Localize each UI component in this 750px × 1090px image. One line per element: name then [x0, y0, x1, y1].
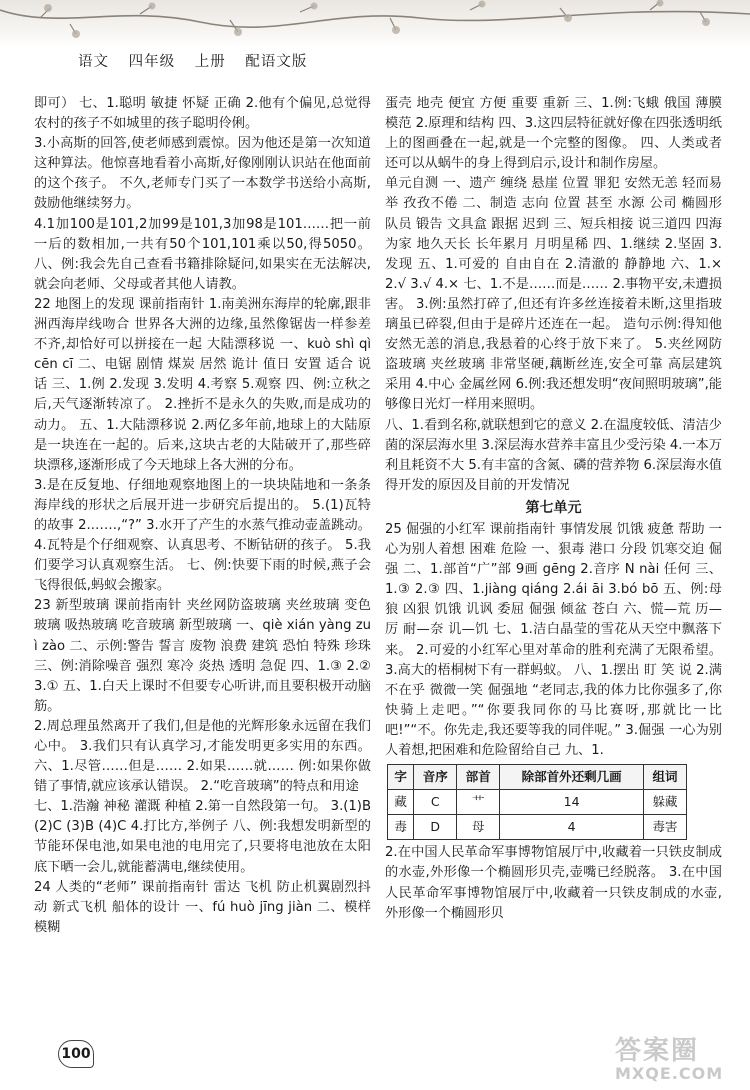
watermark — [615, 1038, 747, 1088]
lesson-25-answers: 25 倔强的小红军 课前指南针 事情发展 饥饿 疲惫 帮助 一心为别人着想 困难 危险 一、狠毒 港口 分段 饥寒交迫 倔强 二、1.部首“广”部 9画 gēng 2.音序 N nài 任何 三、1.③ 2.③ 四、1.jiàng qiáng 2.ái āi 3.bó bō 五、例:母狼 凶狠 饥饿 讥讽 委屈 倔强 倾盆 苍白 六、慌—荒 历—厉 耐—奈 讥—饥 七、1.洁白晶莹的雪花从天空中飘落下来。 2.可爱的小红军心里对革命的胜利充满了无限希望。 3.高大的梧桐树下有一群蚂蚁。 八、1.摆出 盯 笑 说 2.满不在乎 微微一笑 倔强地 “老同志,我的体力比你强多了,你快骑上走吧。”“你要我同你的马比赛呀,那就比一比吧!”“不。你先走,我还要等我的同伴呢。” 3.倔强 一心为别人着想,把困难和危险留给自己 九、1. — [385, 521, 722, 758]
table-cell: 毒 — [388, 815, 414, 840]
volume-label: 上册 — [194, 54, 226, 70]
answer-paragraph: 3.小高斯的回答,使老师感到震惊。因为他还是第一次知道这种算法。他惊喜地看着小高斯,好像刚刚认识站在他面前的这个孩子。 不久,老师专门买了一本数学书送给小高斯,鼓励他继续努力。 — [34, 136, 371, 212]
lesson-24-answers: 24 人类的“老师” 课前指南针 雷达 飞机 防止机翼剧烈抖动 新式飞机 船体的设计 一、fú huò jīng jiàn 二、模样 模糊 — [34, 879, 371, 935]
table-header-cell: 部首 — [457, 765, 500, 790]
table-header-cell: 组词 — [643, 765, 686, 790]
page-number-label: 100 — [61, 1046, 91, 1062]
table-cell: 母 — [457, 815, 500, 840]
answer-paragraph: 七、1.浩瀚 神秘 灌溉 种植 2.第一自然段第一句。 3.(1)B (2)C (3)B (4)C 4.打比方,举例子 八、例:我想发明新型的节能环保电池,如果电池的电用完了,只要将电池放在太阳底下晒一会儿,就能蓄满电,继续使用。 — [34, 799, 371, 875]
watermark-url: MXQE.COM — [615, 1064, 724, 1083]
answer-paragraph: 2.在中国人民革命军事博物馆展厅中,收藏着一只铁皮制成的水壶,外形像一个椭圆形贝壳,壶嘴已经脱落。 3.在中国人民革命军事博物馆展厅中,收藏着一只铁皮制成的水壶,外形像一个椭圆形贝 — [385, 845, 722, 921]
table-header-row — [388, 765, 687, 790]
header-decoration — [0, 0, 750, 48]
unit-test-answers: 单元自测 一、遗产 缠绕 悬崖 位置 罪犯 安然无恙 轻而易举 孜孜不倦 二、制造 志向 位置 甚至 水源 公司 椭圆形 队员 锻告 文具盒 跟据 迟到 三、短兵相接 说三道四 四海为家 地久天长 长年累月 月明星稀 四、1.继续 2.坚固 3.发现 五、1.可爱的 自由自在 2.清澈的 静静地 六、1.× 2.√ 3.√ 4.× 七、1.不是……而是…… 2.事物平安,未遭损害。 3.例:虽然打碎了,但还有许多丝连接着未断,这里指玻璃虽已碎裂,但由于是碎片还连在一起。 造句示例:得知他安然无恙的消息,我悬着的心终于放下来了。 5.夹丝网防盗玻璃 夹丝玻璃 非常坚硬,藕断丝连,安全可靠 高层建筑采用 4.中心 金属丝网 6.例:我还想发明“夜间照明玻璃”,能够像日光灯一样用来照明。 — [385, 176, 722, 413]
lesson-23-answers: 23 新型玻璃 课前指南针 夹丝网防盗玻璃 夹丝玻璃 变色玻璃 吸热玻璃 吃音玻璃 新型玻璃 一、qiè xián yàng zuì zào 二、示例:警告 誓言 废物 浪费 建筑 恐怕 特殊 珍珠 三、例:消除噪音 强烈 寒冷 炎热 透明 急促 四、1.③ 2.② 3.① 五、1.白天上课时不但要专心听讲,而且要积极开动脑筋。 — [34, 598, 371, 714]
page-number — [58, 1040, 94, 1068]
table-cell: 4 — [500, 815, 644, 840]
edition-label: 配语文版 — [245, 54, 308, 70]
table-cell: 毒害 — [643, 815, 686, 840]
table-header-cell: 除部首外还剩几画 — [500, 765, 644, 790]
answer-paragraph: 蛋壳 地壳 便宜 方便 重要 重新 三、1.例:飞蛾 俄国 薄膜 模范 2.原理和结构 四、3.这四层特征就好像在四张透明纸上的图画叠在一起,就是一个完整的图像。 四、人类或者还可以从蜗牛的身上得到启示,设计和制作房屋。 — [385, 96, 722, 172]
unit-title: 第七单元 — [525, 499, 582, 516]
table-header-cell: 音序 — [414, 765, 457, 790]
answer-paragraph: 4.1加100是101,2加99是101,3加98是101……把一前一后的数相加,一共有50个101,101乘以50,得5050。 八、例:我会先自己查看书籍排除疑问,如果实在无法解决,就会向老师、父母或者其他人请教。 — [34, 216, 371, 292]
page-header — [78, 50, 321, 71]
right-column — [385, 94, 722, 924]
table-cell: 14 — [500, 790, 644, 815]
left-column — [34, 94, 371, 938]
answer-paragraph: 八、1.看到名称,就联想到它的意义 2.在温度较低、清洁少菌的深层海水里 3.深层海水营养丰富且少受污染 4.一本万利且耗资不大 5.有丰富的含氮、磷的营养物 6.深层海水值得开发的原因及目前的开发情况 — [385, 417, 722, 493]
table-cell: D — [414, 815, 457, 840]
subject-label: 语文 — [78, 54, 109, 70]
answer-paragraph: 即可） 七、1.聪明 敏捷 怀疑 正确 2.他有个偏见,总觉得农村的孩子不如城里的孩子聪明伶俐。 — [34, 96, 371, 132]
character-table — [387, 764, 687, 840]
branch-decoration-icon — [0, 0, 750, 48]
answer-paragraph: 3.是在反复地、仔细地观察地图上的一块块陆地和一条条海岸线的形状之后展开进一步研究后提出的。 5.(1)瓦特的故事 2.……,“?” 3.水开了产生的水蒸气推动壶盖跳动。 4.瓦特是个仔细观察、认真思考、不断钻研的孩子。 5.我们要学习认真观察生活。 七、例:快要下雨的时候,燕子会飞得很低,蚂蚁会搬家。 — [34, 477, 371, 594]
table-cell: 藏 — [388, 790, 414, 815]
answer-paragraph: 2.周总理虽然离开了我们,但是他的光辉形象永远留在我们心中。 3.我们只有认真学习,才能发明更多实用的东西。 六、1.尽管……但是…… 2.如果……就…… 例:如果你做错了事情,就应该承认错误。 2.“吃音玻璃”的特点和用途 — [34, 718, 371, 795]
table-cell: 躲藏 — [643, 790, 686, 815]
lesson-22-answers: 22 地图上的发现 课前指南针 1.南美洲东海岸的轮廓,跟非洲西海岸线吻合 世界各大洲的边缘,虽然像锯齿一样参差不齐,却恰好可以拼接在一起 大陆漂移说 一、kuò shì qì cēn cī 二、电锯 剧情 煤炭 居然 诡计 值日 安置 适合 说话 三、1.例 2.发现 3.发明 4.考察 5.观察 四、例:立秋之后,天气逐渐转凉了。 2.挫折不是永久的失败,而是成功的动力。 五、1.大陆漂移说 2.两亿多年前,地球上的大陆原是一块连在一起的。后来,这块古老的大陆破开了,那些碎块漂移,逐渐形成了今天地球上各大洲的分布。 — [34, 296, 371, 473]
watermark-logo-text: 答案圈 — [615, 1036, 700, 1066]
grade-label: 四年级 — [128, 54, 176, 70]
table-cell: 艹 — [457, 790, 500, 815]
table-header-cell: 字 — [388, 765, 414, 790]
table-row — [388, 790, 687, 815]
table-row — [388, 815, 687, 840]
table-cell: C — [414, 790, 457, 815]
